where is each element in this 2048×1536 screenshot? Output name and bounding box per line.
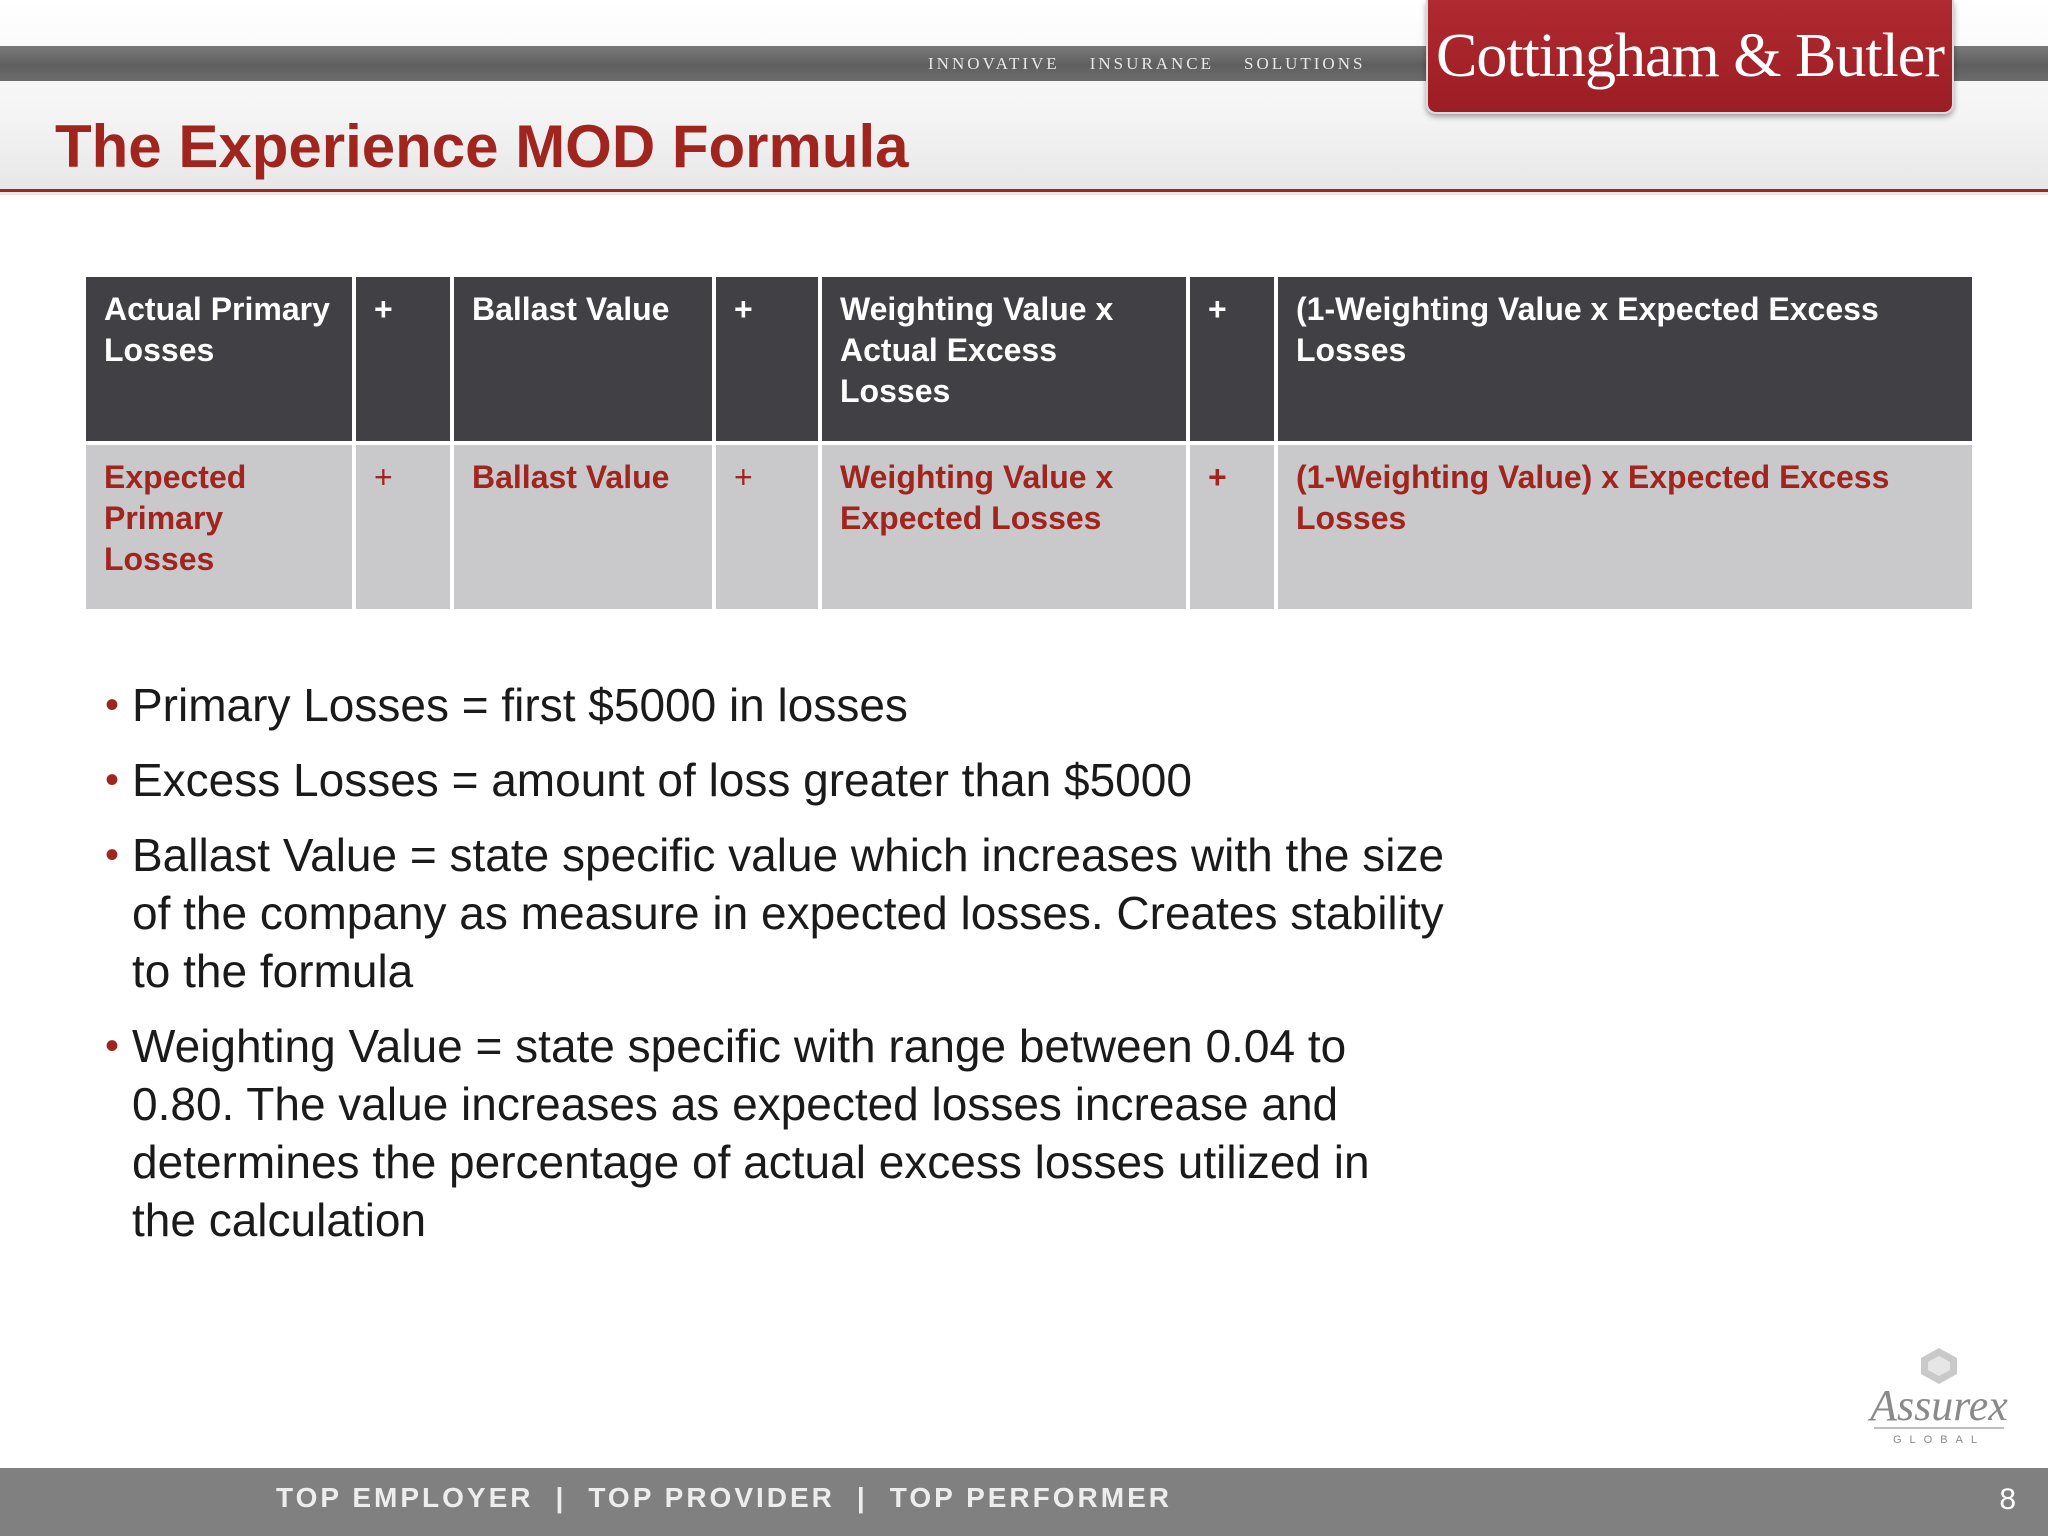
tagline <box>928 46 1365 81</box>
formula-row-expected <box>86 445 1972 609</box>
brand-logo-text: Cottingham & Butler <box>1436 21 1944 90</box>
slide-title: The Experience MOD Formula <box>55 113 909 180</box>
footer-separator: | <box>856 1482 868 1513</box>
formula-cell: Weighting Value x Actual Excess Losses <box>822 277 1186 441</box>
tagline-word: SOLUTIONS <box>1243 53 1366 73</box>
footer-slogan <box>0 1468 1748 1528</box>
formula-operator: + <box>716 277 818 441</box>
formula-cell: Actual Primary Losses <box>86 277 352 441</box>
formula-cell: Weighting Value x Expected Losses <box>822 445 1186 609</box>
list-item <box>105 1017 1445 1249</box>
tagline-word: INSURANCE <box>1089 53 1214 73</box>
mod-formula-table <box>82 273 1976 613</box>
footer-item: TOP PROVIDER <box>588 1482 835 1513</box>
formula-cell: (1-Weighting Value) x Expected Excess Losses <box>1278 445 1972 609</box>
list-item <box>105 826 1445 1000</box>
list-item-text: Excess Losses = amount of loss greater than $5000 <box>132 754 1192 806</box>
definitions-list <box>105 676 1445 1266</box>
list-item <box>105 751 1445 809</box>
formula-cell: Expected Primary Losses <box>86 445 352 609</box>
bullet-icon: • <box>105 833 120 877</box>
assurex-name: Assurex <box>1870 1381 2008 1430</box>
bullet-icon: • <box>105 758 120 802</box>
bullet-icon: • <box>105 1024 120 1068</box>
formula-operator: + <box>716 445 818 609</box>
footer-item: TOP EMPLOYER <box>276 1482 534 1513</box>
assurex-logo <box>1862 1344 2016 1448</box>
list-item-text: Ballast Value = state specific value which increases with the size of the company as measure in expected losses. Creates stability to the formula <box>132 829 1445 997</box>
formula-cell: (1-Weighting Value x Expected Excess Losses <box>1278 277 1972 441</box>
formula-operator: + <box>1190 445 1274 609</box>
footer-bar <box>0 1468 2048 1536</box>
formula-operator: + <box>1190 277 1274 441</box>
formula-operator: + <box>356 445 450 609</box>
formula-cell: Ballast Value <box>454 277 712 441</box>
list-item-text: Primary Losses = first $5000 in losses <box>132 679 908 731</box>
brand-logo <box>1426 0 1954 114</box>
footer-item: TOP PERFORMER <box>889 1482 1172 1513</box>
footer-separator: | <box>555 1482 567 1513</box>
formula-row-actual <box>86 277 1972 441</box>
page-number: 8 <box>1999 1483 2016 1516</box>
bullet-icon: • <box>105 683 120 727</box>
assurex-sub: GLOBAL <box>1892 1434 1986 1446</box>
list-item <box>105 676 1445 734</box>
formula-cell: Ballast Value <box>454 445 712 609</box>
title-divider <box>0 189 2048 192</box>
formula-operator: + <box>356 277 450 441</box>
list-item-text: Weighting Value = state specific with range between 0.04 to 0.80. The value increases as expected losses increase and determines the percentage of actual excess losses utilized in the calculation <box>132 1020 1370 1246</box>
tagline-word: INNOVATIVE <box>928 53 1060 73</box>
